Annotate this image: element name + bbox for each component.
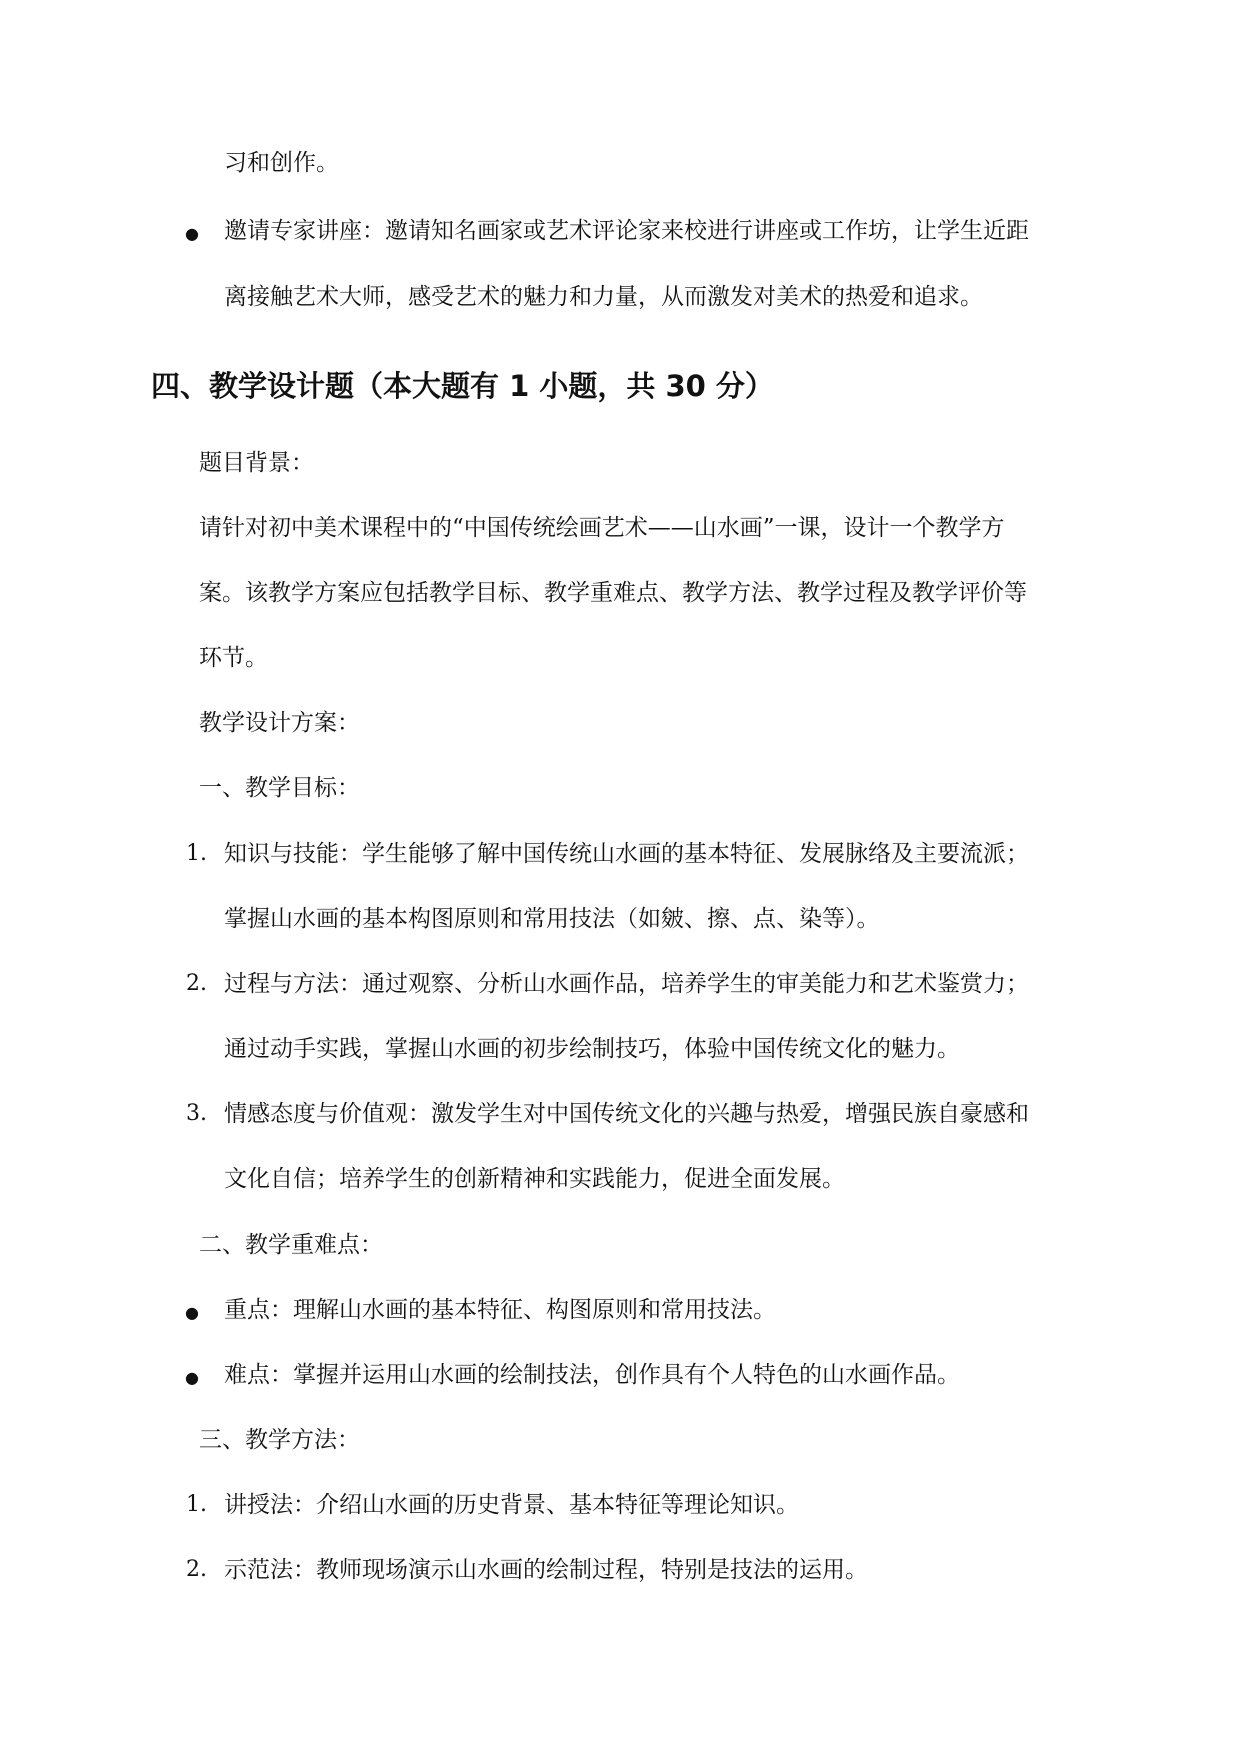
paragraph-line: 环节。 bbox=[199, 645, 268, 671]
list-item-line: 讲授法：介绍山水画的历史背景、基本特征等理论知识。 bbox=[224, 1492, 799, 1518]
list-item-line: 文化自信；培养学生的创新精神和实践能力，促进全面发展。 bbox=[224, 1166, 845, 1192]
paragraph-line: 请针对初中美术课程中的“中国传统绘画艺术——山水画”一课，设计一个教学方 bbox=[199, 515, 1005, 541]
goals-title: 一、教学目标： bbox=[199, 775, 360, 801]
paragraph-line: 离接触艺术大师，感受艺术的魅力和力量，从而激发对美术的热爱和追求。 bbox=[224, 284, 983, 310]
methods-title: 三、教学方法： bbox=[199, 1427, 360, 1453]
list-item-line: 过程与方法：通过观察、分析山水画作品，培养学生的审美能力和艺术鉴赏力； bbox=[224, 971, 1029, 997]
bullet-dot: ● bbox=[185, 1368, 199, 1387]
paragraph-line: 案。该教学方案应包括教学目标、教学重难点、教学方法、教学过程及教学评价等 bbox=[199, 580, 1027, 606]
background-label: 题目背景： bbox=[199, 450, 314, 476]
list-item-line: 掌握山水画的基本构图原则和常用技法（如皴、擦、点、染等）。 bbox=[224, 906, 880, 932]
bullet-dot: ● bbox=[185, 224, 199, 243]
list-item-line: 通过动手实践，掌握山水画的初步绘制技巧，体验中国传统文化的魅力。 bbox=[224, 1036, 960, 1062]
list-number: 2. bbox=[186, 971, 207, 996]
list-number: 3. bbox=[186, 1101, 207, 1126]
paragraph-line: 习和创作。 bbox=[224, 150, 339, 176]
list-item-line: 知识与技能：学生能够了解中国传统山水画的基本特征、发展脉络及主要流派； bbox=[224, 841, 1029, 867]
list-number: 2. bbox=[186, 1557, 207, 1582]
list-item-line: 情感态度与价值观：激发学生对中国传统文化的兴趣与热爱，增强民族自豪感和 bbox=[224, 1101, 1029, 1127]
list-item-line: 难点：掌握并运用山水画的绘制技法，创作具有个人特色的山水画作品。 bbox=[224, 1362, 960, 1388]
plan-label: 教学设计方案： bbox=[199, 710, 360, 736]
list-item-line: 重点：理解山水画的基本特征、构图原则和常用技法。 bbox=[224, 1297, 776, 1323]
keypoints-title: 二、教学重难点： bbox=[199, 1232, 383, 1258]
bullet-dot: ● bbox=[185, 1303, 199, 1322]
paragraph-line: 邀请专家讲座：邀请知名画家或艺术评论家来校进行讲座或工作坊，让学生近距 bbox=[224, 218, 1029, 244]
section-heading: 四、教学设计题（本大题有 1 小题，共 30 分） bbox=[151, 369, 774, 403]
list-number: 1. bbox=[186, 841, 207, 866]
list-number: 1. bbox=[186, 1492, 207, 1517]
list-item-line: 示范法：教师现场演示山水画的绘制过程，特别是技法的运用。 bbox=[224, 1557, 868, 1583]
